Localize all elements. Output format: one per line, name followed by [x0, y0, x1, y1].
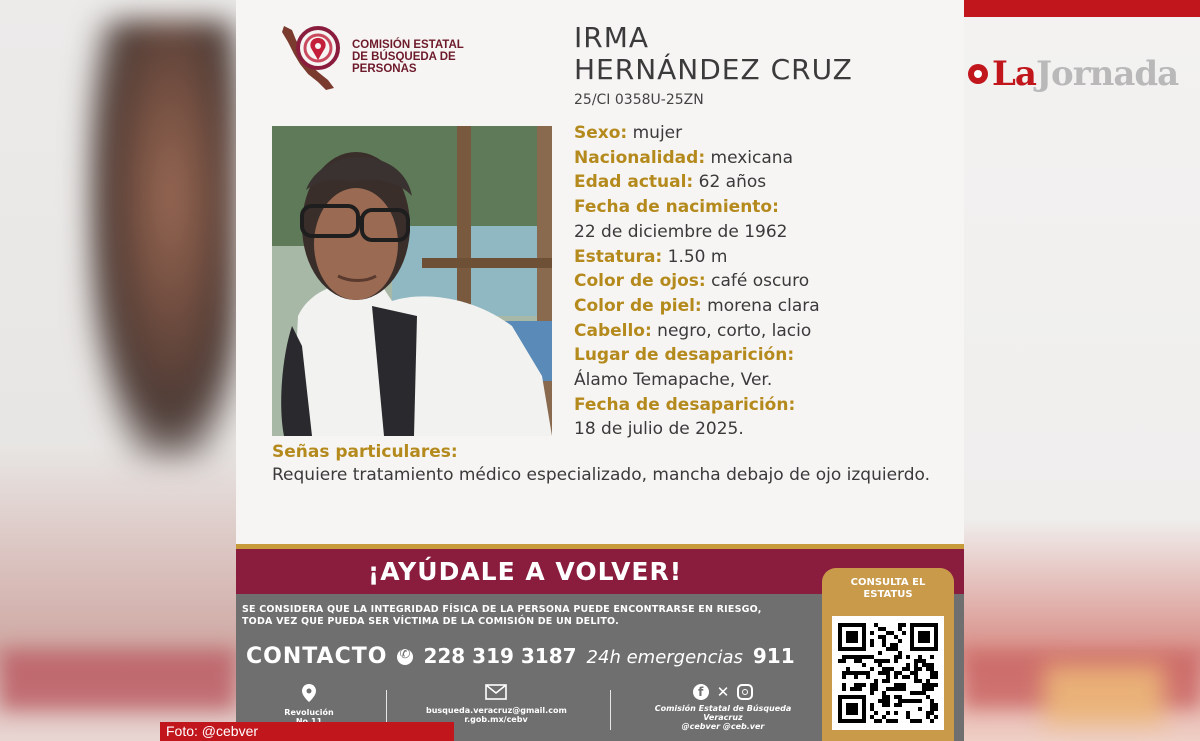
- detail-row: Color de piel: morena clara: [574, 295, 820, 316]
- footer-email[interactable]: busqueda.veracruz@gmail.com r.gob.mx/cebv: [426, 684, 566, 724]
- status-qr-card[interactable]: [822, 568, 954, 741]
- footer-separator: [610, 690, 611, 730]
- detail-row: 18 de julio de 2025.: [574, 419, 744, 440]
- blurred-band: [0, 650, 236, 710]
- person-name: IRMA HERNÁNDEZ CRUZ: [574, 21, 853, 86]
- location-pin-icon: [278, 684, 340, 704]
- veracruz-map-pin-icon: [278, 22, 344, 92]
- person-photo: [272, 126, 552, 436]
- la-jornada-logo[interactable]: [968, 54, 1178, 94]
- footer-address: Revolución: [278, 684, 340, 726]
- detail-row: Cabello: negro, corto, lacio: [574, 320, 812, 341]
- detail-row: Fecha de nacimiento:: [574, 197, 779, 218]
- detail-row: Edad actual: 62 años: [574, 172, 767, 193]
- detail-row: Estatura: 1.50 m: [574, 246, 728, 267]
- emergency-number[interactable]: 911: [752, 644, 795, 668]
- phone-icon: [397, 649, 413, 665]
- missing-person-poster: [236, 0, 964, 741]
- blurred-background-right: [964, 0, 1200, 741]
- detail-row: Nacionalidad: mexicana: [574, 147, 793, 168]
- detail-row: 22 de diciembre de 1962: [574, 221, 788, 242]
- help-banner: ¡AYÚDALE A VOLVER!: [236, 549, 964, 594]
- organization-name: COMISIÓN ESTATAL DE BÚSQUEDA DE PERSONAS: [352, 39, 464, 75]
- organization-header: [278, 22, 482, 92]
- logo-dot-icon: [968, 64, 988, 84]
- qr-code[interactable]: [832, 616, 944, 730]
- contact-line: CONTACTO ✆ 228 319 3187 24h emergencias 911: [246, 644, 795, 669]
- distinguishing-marks: Señas particulares: Requiere tratamiento médico especializado, mancha debajo de ojo izquierdo.: [272, 442, 931, 485]
- x-icon[interactable]: ✕: [716, 683, 730, 701]
- detail-row: Sexo: mujer: [574, 123, 683, 143]
- blurred-face-image: [88, 20, 238, 460]
- person-details: [574, 121, 954, 442]
- instagram-icon[interactable]: [737, 684, 753, 700]
- detail-row: Álamo Temapache, Ver.: [574, 370, 773, 391]
- case-folio: 25/CI 0358U-25ZN: [574, 92, 704, 108]
- detail-row: Fecha de desaparición:: [574, 394, 796, 415]
- facebook-icon[interactable]: f: [693, 684, 709, 700]
- detail-row: Lugar de desaparición:: [574, 345, 795, 366]
- photo-credit: Foto: @cebver: [160, 722, 454, 741]
- status-label: CONSULTA EL ESTATUS: [850, 577, 926, 600]
- detail-row: Color de ojos: café oscuro: [574, 271, 810, 292]
- footer-social[interactable]: f ✕ Comisión Estatal de Búsqueda Veracruz @cebver @ceb.ver: [654, 683, 792, 731]
- blurred-band: [1044, 665, 1164, 725]
- phone-number[interactable]: 228 319 3187: [423, 644, 577, 668]
- risk-warning: SE CONSIDERA QUE LA INTEGRIDAD FÍSICA DE LA PERSONA PUEDE ENCONTRARSE EN RIESGO, TODA VEZ QUE PUEDA SER VÍCTIMA DE LA COMISIÓN DE UN DELITO.: [242, 604, 762, 627]
- logo-text: LaJornada: [992, 54, 1179, 94]
- envelope-icon: [426, 684, 566, 702]
- blurred-background-left: [0, 0, 236, 741]
